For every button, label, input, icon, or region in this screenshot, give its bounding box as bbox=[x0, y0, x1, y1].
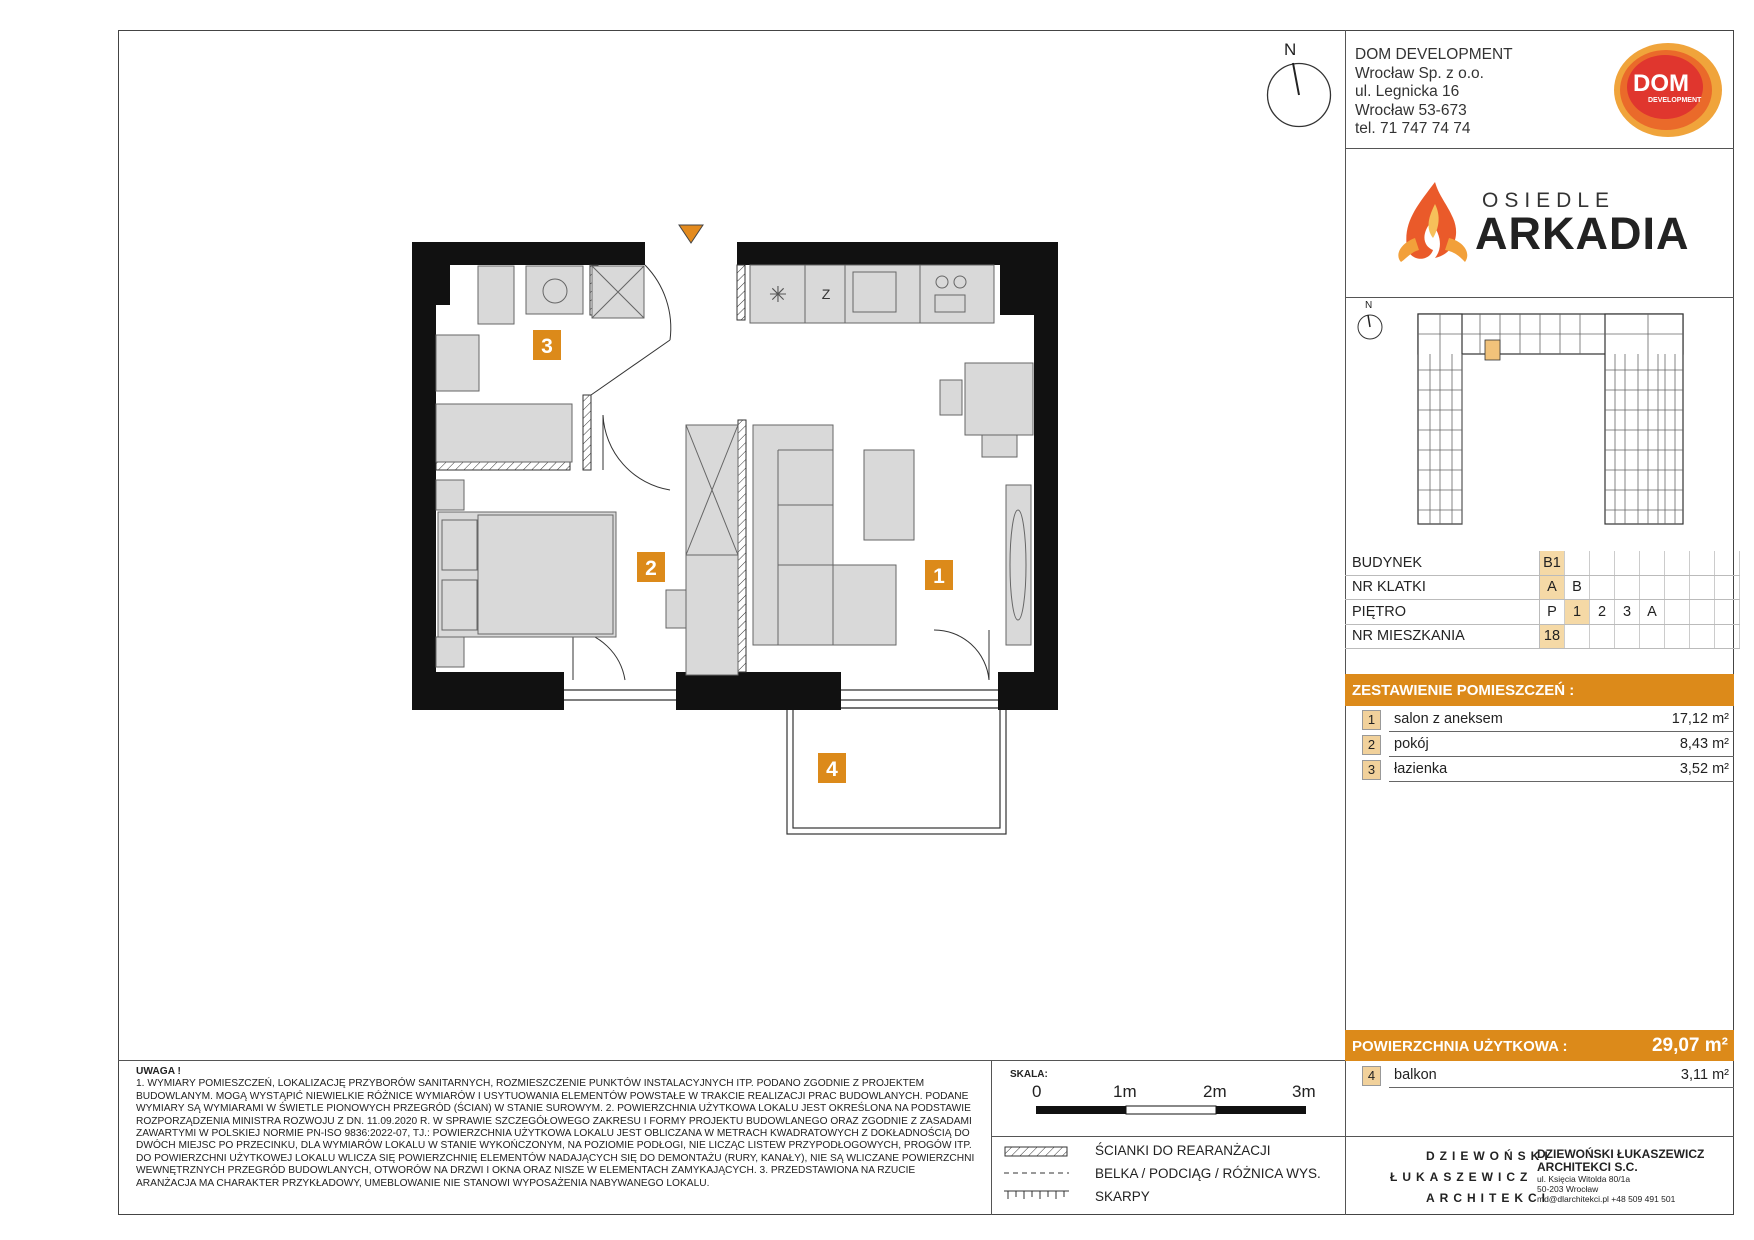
apartment-value: 18 bbox=[1540, 624, 1565, 649]
floor-option-p: P bbox=[1540, 600, 1565, 625]
architect-logo-line3: ARCHITEKCI bbox=[1426, 1191, 1550, 1205]
room-number: 2 bbox=[1362, 735, 1381, 755]
building-row bbox=[1345, 551, 1740, 575]
legend-partition-label: ŚCIANKI DO REARANŻACJI bbox=[1095, 1143, 1271, 1158]
site-plan-compass-icon bbox=[1355, 312, 1385, 342]
compass bbox=[1264, 40, 1334, 130]
compass-north-label: N bbox=[1284, 40, 1297, 59]
dom-development-logo bbox=[1610, 40, 1722, 140]
company-name: DOM DEVELOPMENT bbox=[1355, 46, 1513, 63]
room-row bbox=[1345, 733, 1734, 757]
room-row bbox=[1345, 758, 1734, 782]
company-phone: tel. 71 747 74 74 bbox=[1355, 120, 1471, 137]
company-city: Wrocław 53-673 bbox=[1355, 101, 1467, 119]
balcony-area: 3,11 m² bbox=[1680, 1067, 1729, 1083]
room-underline bbox=[1389, 756, 1734, 757]
room-name: łazienka bbox=[1394, 761, 1448, 777]
scale-legend-divider bbox=[991, 1136, 1345, 1137]
company-entity: Wrocław Sp. z o.o. bbox=[1355, 64, 1484, 82]
building-value: B1 bbox=[1540, 551, 1565, 575]
floor-option-2: 2 bbox=[1590, 600, 1615, 625]
architect-info bbox=[1537, 1148, 1704, 1204]
balcony-list bbox=[1345, 1064, 1734, 1090]
room-number: 1 bbox=[1362, 710, 1381, 730]
room-number: 3 bbox=[1362, 760, 1381, 780]
room-underline bbox=[1389, 731, 1734, 732]
building-label: BUDYNEK bbox=[1345, 551, 1540, 575]
architect-logo bbox=[1390, 1146, 1553, 1206]
balcony-row bbox=[1345, 1064, 1734, 1088]
room-row bbox=[1345, 708, 1734, 732]
room-area: 8,43 m² bbox=[1679, 736, 1729, 752]
stair-row bbox=[1345, 575, 1740, 600]
usable-area-bar bbox=[1345, 1030, 1734, 1061]
company-street: ul. Legnicka 16 bbox=[1355, 83, 1460, 100]
dom-logo-subtext: DEVELOPMENT bbox=[1648, 97, 1702, 104]
floor-row bbox=[1345, 600, 1740, 625]
stair-option-a: A bbox=[1540, 575, 1565, 600]
architect-city: 50-203 Wrocław bbox=[1537, 1184, 1599, 1194]
rooms-header bbox=[1345, 674, 1734, 706]
ventilation-icon: ✳ bbox=[768, 282, 788, 307]
living-furniture bbox=[753, 363, 1033, 645]
scale-label: SKALA: bbox=[1010, 1069, 1048, 1080]
usable-area-value: 29,07 m² bbox=[1651, 1035, 1728, 1056]
architect-name: DZIEWOŃSKI ŁUKASZEWICZ bbox=[1537, 1147, 1705, 1161]
apartment-info-table bbox=[1345, 551, 1740, 649]
bathroom-fixtures bbox=[436, 266, 644, 462]
room-name: salon z aneksem bbox=[1394, 711, 1503, 727]
apartment-label: NR MIESZKANIA bbox=[1345, 624, 1540, 649]
stair-option-b: B bbox=[1565, 575, 1590, 600]
apartment-row bbox=[1345, 624, 1740, 649]
floor-label: PIĘTRO bbox=[1345, 600, 1540, 625]
logo-divider bbox=[1345, 297, 1734, 298]
notes-text: 1. WYMIARY POMIESZCZEŃ, LOKALIZACJĘ PRZYBORÓW SANITARNYCH, ROZMIESZCZENIE PUNKTÓW INSTALACYJNYCH ITP. PODANO ZGODNIE Z PROJEKTEM BUDOWLANYM. MOGĄ WYSTĄPIĆ NIEWIELKIE RÓŻNICE WYMIARÓW I USYTUOWANIA ELEMENTÓW POWSTAŁE W TRAKCIE REALIZACJI PRAC BUDOWLANYCH. PODANE WYMIARY SĄ WYMIARAMI W ŚWIETLE PIONOWYCH PRZEGRÓD (ŚCIAN) W STANIE SUROWYM. 2. POWIERZCHNIA UŻYTKOWA LOKALU JEST OKREŚLONA NA PODSTAWIE ROZPORZĄDZENIA MINISTRA ROZWOJU Z DN. 11.09.2020 R. W SPRAWIE SZCZEGÓŁOWEGO ZAKRESU I FORMY PROJEKTU BUDOWLANEGO ORAZ ZGODNIE Z ZASADAMI ZAWARTYMI W POLSKIEJ NORMIE PN-ISO 9836:2022-07, TJ.: POWIERZCHNIA UŻYTKOWA LOKALU JEST OBLICZANA W METRACH KWADRATOWYCH Z DOKŁADNOŚCIĄ DO DWÓCH MIEJSC PO PRZECINKU, DLA WYMIARÓW LOKALU W STANIE WYKOŃCZONYM, NA POZIOMIE PODŁOGI, NIE LICZĄC LISTEW PRZYPODŁOGOWYCH, PROGÓW ITP. DO POWIERZCHNI UŻYTKOWEJ LOKALU WLICZA SIĘ POWIERZCHNIĘ ELEMENTÓW NADAJĄCYCH SIĘ DO DEMONTAŻU (RURY, KANAŁY), NIE SĄ WLICZANE POWIERZCHNI WEWNĘTRZNYCH PRZEGRÓD BUDOWLANYCH, OTWORÓW NA DRZWI I OKNA ORAZ NISZE W ELEMENTACH ZAMYKAJĄCYCH. 3. PRZEDSTAWIONA NA RZUCIE ARANŻACJA MA CHARAKTER PRZYKŁADOWY, UMEBLOWANIE NIE STANOWI WYPOSAŻENIA NABYWANEGO LOKALU. bbox=[136, 1078, 975, 1189]
arkadia-flame-icon bbox=[1395, 178, 1473, 264]
floor-option-3: 3 bbox=[1615, 600, 1640, 625]
notes-block bbox=[136, 1066, 976, 1190]
room-area: 3,52 m² bbox=[1679, 761, 1729, 777]
architect-name2: ARCHITEKCI S.C. bbox=[1537, 1160, 1638, 1174]
usable-area-label: POWIERZCHNIA UŻYTKOWA : bbox=[1352, 1038, 1568, 1055]
scale-tick-2m: 2m bbox=[1203, 1082, 1227, 1101]
architect-logo-line1: DZIEWOŃSKI bbox=[1426, 1149, 1553, 1163]
rooms-header-label: ZESTAWIENIE POMIESZCZEŃ : bbox=[1352, 682, 1575, 699]
balcony-number: 4 bbox=[1362, 1066, 1381, 1086]
floor-option-a: A bbox=[1640, 600, 1665, 625]
room-3-label: 3 bbox=[541, 335, 553, 358]
floor-plan bbox=[400, 210, 1080, 850]
architect-divider bbox=[1345, 1136, 1734, 1137]
room-underline bbox=[1389, 781, 1734, 782]
room-2-label: 2 bbox=[645, 557, 657, 580]
legend-beam-label: BELKA / PODCIĄG / RÓŻNICA WYS. bbox=[1095, 1166, 1321, 1181]
site-plan-buildings bbox=[1410, 310, 1690, 530]
site-plan bbox=[1355, 300, 1725, 530]
room-name: pokój bbox=[1394, 736, 1429, 752]
room-area: 17,12 m² bbox=[1671, 711, 1729, 727]
legend-slope-icon bbox=[1004, 1188, 1069, 1202]
project-name-big: ARKADIA bbox=[1475, 208, 1690, 259]
floor-option-1: 1 bbox=[1565, 600, 1590, 625]
scale-tick-3m: 3m bbox=[1292, 1082, 1316, 1101]
architect-address: ul. Księcia Witolda 80/1a bbox=[1537, 1174, 1631, 1184]
legend-slope-label: SKARPY bbox=[1095, 1189, 1150, 1204]
legend-dashed-icon bbox=[1004, 1170, 1069, 1176]
balcony-underline bbox=[1389, 1087, 1734, 1088]
legend-hatch-icon bbox=[1004, 1146, 1069, 1158]
company-info bbox=[1355, 46, 1513, 139]
rooms-list bbox=[1345, 706, 1734, 786]
room-4-label: 4 bbox=[826, 758, 838, 781]
notes-title: UWAGA ! bbox=[136, 1066, 181, 1077]
stair-label: NR KLATKI bbox=[1345, 575, 1540, 600]
entry-marker bbox=[679, 225, 703, 243]
scale-tick-1m: 1m bbox=[1113, 1082, 1137, 1101]
dom-logo-text: DOM bbox=[1633, 70, 1689, 97]
scale-tick-0: 0 bbox=[1032, 1082, 1042, 1101]
architect-contact: md@dlarchitekci.pl +48 509 491 501 bbox=[1537, 1194, 1676, 1204]
compass-icon bbox=[1264, 60, 1334, 130]
notes-divider bbox=[118, 1060, 1345, 1061]
balcony-name: balkon bbox=[1394, 1067, 1437, 1083]
header-divider bbox=[1345, 148, 1734, 149]
scale-divider bbox=[991, 1060, 992, 1215]
scale-bar bbox=[1036, 1104, 1308, 1116]
site-plan-north-label: N bbox=[1365, 300, 1373, 311]
architect-logo-line2: ŁUKASZEWICZ bbox=[1390, 1170, 1533, 1184]
project-name-small: OSIEDLE bbox=[1482, 189, 1616, 212]
room-1-label: 1 bbox=[933, 565, 945, 588]
fridge-label: Z bbox=[821, 286, 831, 302]
